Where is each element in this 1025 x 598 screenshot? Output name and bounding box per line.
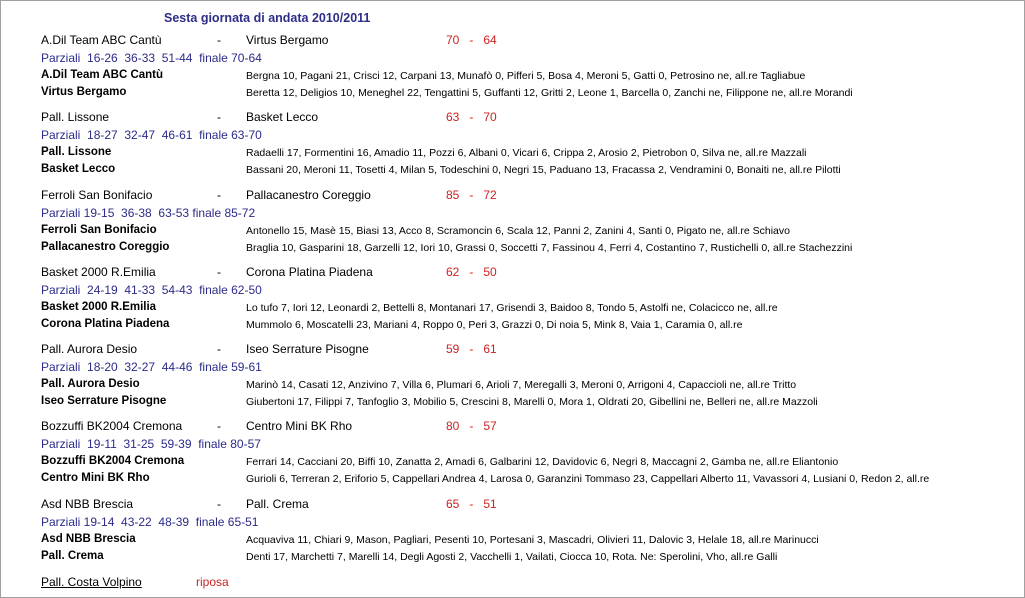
away-roster-row (41, 163, 1001, 180)
game-block (41, 110, 1001, 180)
away-players: Beretta 12, Deligios 10, Meneghel 22, Tengattini 5, Guffanti 12, Gritti 2, Leone 1, Barcella 0, Zanchi ne, Filippone ne, all.re Morandi (246, 87, 853, 99)
away-roster-row (41, 241, 1001, 258)
away-roster-row (41, 395, 1001, 412)
partials: Parziali 18-20 32-27 44-46 finale 59-61 (41, 360, 262, 374)
away-team: Virtus Bergamo (246, 33, 329, 47)
match-row (41, 188, 1001, 206)
home-players: Ferrari 14, Cacciani 20, Biffi 10, Zanatta 2, Amadi 6, Galbarini 12, Davidovic 6, Negri 8, Maccagni 2, Gamba ne, all.re Eliantonio (246, 456, 839, 468)
final-score: 59 - 61 (446, 342, 497, 356)
home-team: Pall. Aurora Desio (41, 342, 138, 356)
home-team-label: A.Dil Team ABC Cantù (41, 69, 164, 81)
away-players: Gurioli 6, Terreran 2, Eriforio 5, Cappellari Andrea 4, Larosa 0, Garanzini Tommaso 23, Cappellari Alberto 11, Vavassori 4, Lusiani 0, Redon 2, all.re (246, 473, 930, 485)
away-team-label: Centro Mini BK Rho (41, 472, 150, 484)
away-team: Pallacanestro Coreggio (246, 188, 371, 202)
game-block (41, 497, 1001, 567)
page-title: Sesta giornata di andata 2010/2011 (164, 11, 371, 25)
away-team: Pall. Crema (246, 497, 309, 511)
away-team-label: Pall. Crema (41, 550, 104, 562)
away-roster-row (41, 318, 1001, 335)
rest-label: riposa (196, 575, 229, 589)
home-team: Bozzuffi BK2004 Cremona (41, 419, 183, 433)
resting-team: Pall. Costa Volpino (41, 575, 142, 589)
away-players: Giubertoni 17, Filippi 7, Tanfoglio 3, Mobilio 5, Crescini 8, Marelli 0, Mora 1, Oldrati 20, Gibellini ne, Belleri ne, all.re Mazzoli (246, 396, 818, 408)
rest-row (41, 575, 229, 589)
home-team-label: Ferroli San Bonifacio (41, 224, 157, 236)
vs-dash: - (217, 497, 221, 511)
partials: Parziali 16-26 36-33 51-44 finale 70-64 (41, 51, 262, 65)
home-roster-row (41, 533, 1001, 550)
match-row (41, 265, 1001, 283)
home-roster-row (41, 301, 1001, 318)
game-block (41, 265, 1001, 335)
away-players: Braglia 10, Gasparini 18, Garzelli 12, Iori 10, Grassi 0, Soccetti 7, Fassinou 4, Ferri 4, Costantino 7, Rustichelli 0, all.re Stachezzini (246, 242, 853, 254)
match-row (41, 342, 1001, 360)
home-roster-row (41, 69, 1001, 86)
home-team: Pall. Lissone (41, 110, 110, 124)
home-players: Antonello 15, Masè 15, Biasi 13, Acco 8, Scramoncin 6, Scala 12, Panni 2, Zanini 4, Santi 0, Pigato ne, all.re Schiavo (246, 225, 790, 237)
home-roster-row (41, 146, 1001, 163)
match-row (41, 110, 1001, 128)
vs-dash: - (217, 110, 221, 124)
home-players: Acquaviva 11, Chiari 9, Mason, Pagliari, Pesenti 10, Portesani 3, Mascadri, Olivieri 11, Dalovic 3, Helale 18, all.re Marinucci (246, 534, 819, 546)
home-players: Bergna 10, Pagani 21, Crisci 12, Carpani 13, Munafò 0, Pifferi 5, Bosa 4, Meroni 5, Gatti 0, Petrosino ne, all.re Tagliabue (246, 70, 806, 82)
final-score: 62 - 50 (446, 265, 497, 279)
final-score: 65 - 51 (446, 497, 497, 511)
home-team-label: Pall. Aurora Desio (41, 378, 140, 390)
away-roster-row (41, 86, 1001, 103)
final-score: 70 - 64 (446, 33, 497, 47)
away-players: Denti 17, Marchetti 7, Marelli 14, Degli Agosti 2, Vacchelli 1, Vailati, Ciocca 10, Rota. Ne: Sperolini, Vho, all.re Galli (246, 551, 778, 563)
partials: Parziali 24-19 41-33 54-43 finale 62-50 (41, 283, 262, 297)
away-roster-row (41, 472, 1001, 489)
final-score: 80 - 57 (446, 419, 497, 433)
away-team-label: Virtus Bergamo (41, 86, 127, 98)
vs-dash: - (217, 419, 221, 433)
away-team: Basket Lecco (246, 110, 319, 124)
home-roster-row (41, 224, 1001, 241)
away-roster-row (41, 550, 1001, 567)
home-team: Basket 2000 R.Emilia (41, 265, 156, 279)
home-team-label: Bozzuffi BK2004 Cremona (41, 455, 185, 467)
home-team: Ferroli San Bonifacio (41, 188, 153, 202)
vs-dash: - (217, 188, 221, 202)
game-block (41, 33, 1001, 103)
vs-dash: - (217, 342, 221, 356)
away-players: Bassani 20, Meroni 11, Tosetti 4, Milan 5, Todeschini 0, Negri 15, Paduano 13, Fracassa 2, Vendramini 0, Bonaiti ne, all.re Pilotti (246, 164, 841, 176)
vs-dash: - (217, 33, 221, 47)
home-players: Radaelli 17, Formentini 16, Amadio 11, Pozzi 6, Albani 0, Vicari 6, Crippa 2, Arosio 2, Pietrobon 0, Silva ne, all.re Mazzali (246, 147, 807, 159)
home-team: A.Dil Team ABC Cantù (41, 33, 162, 47)
away-team: Corona Platina Piadena (246, 265, 373, 279)
away-team: Iseo Serrature Pisogne (246, 342, 369, 356)
partials: Parziali 19-14 43-22 48-39 finale 65-51 (41, 515, 259, 529)
away-team-label: Iseo Serrature Pisogne (41, 395, 167, 407)
game-block (41, 342, 1001, 412)
home-players: Marinò 14, Casati 12, Anzivino 7, Villa 6, Plumari 6, Arioli 7, Meregalli 3, Meroni 0, Arrigoni 4, Capaccioli ne, all.re Tritto (246, 379, 797, 391)
partials: Parziali 18-27 32-47 46-61 finale 63-70 (41, 128, 262, 142)
final-score: 85 - 72 (446, 188, 497, 202)
home-team-label: Asd NBB Brescia (41, 533, 136, 545)
partials: Parziali 19-15 36-38 63-53 finale 85-72 (41, 206, 256, 220)
home-roster-row (41, 378, 1001, 395)
away-team-label: Corona Platina Piadena (41, 318, 170, 330)
away-team: Centro Mini BK Rho (246, 419, 353, 433)
home-team-label: Basket 2000 R.Emilia (41, 301, 157, 313)
home-roster-row (41, 455, 1001, 472)
home-team-label: Pall. Lissone (41, 146, 112, 158)
final-score: 63 - 70 (446, 110, 497, 124)
match-row (41, 497, 1001, 515)
away-team-label: Pallacanestro Coreggio (41, 241, 170, 253)
match-row (41, 419, 1001, 437)
home-team: Asd NBB Brescia (41, 497, 134, 511)
partials: Parziali 19-11 31-25 59-39 finale 80-57 (41, 437, 261, 451)
away-team-label: Basket Lecco (41, 163, 116, 175)
vs-dash: - (217, 265, 221, 279)
away-players: Mummolo 6, Moscatelli 23, Mariani 4, Roppo 0, Peri 3, Grazzi 0, Di noia 5, Mink 8, Vaia 1, Caramia 0, all.re (246, 319, 743, 331)
match-row (41, 33, 1001, 51)
game-block (41, 188, 1001, 258)
home-players: Lo tufo 7, Iori 12, Leonardi 2, Bettelli 8, Montanari 17, Grisendi 3, Baidoo 8, Tondo 5, Astolfi ne, Colacicco ne, all.re (246, 302, 778, 314)
game-block (41, 419, 1001, 489)
